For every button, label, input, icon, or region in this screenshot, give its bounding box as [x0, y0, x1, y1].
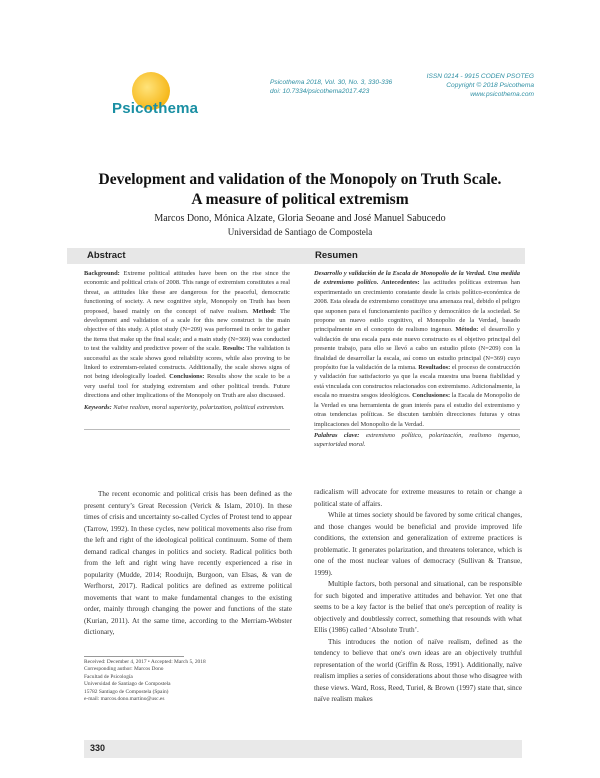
abstract-text: [84, 269, 290, 412]
footnote-divider: [84, 656, 184, 657]
text-resultados: el proceso de construcción y validación fue satisfactorio ya que la escala muestra una buena fiabilidad y está vinculada con constructos relacionados con extremismo. Adicionalmente, la escala no muestra sesgos ideológicos.: [314, 364, 520, 400]
text-conclusiones: la Escala de Monopolio de la Verdad es una herramienta de gran interés para el estudio del extremismo y otras tendencias políticas. Se discuten también direcciones futuras y otras implicaciones del Monopolio de la Verdad.: [314, 392, 520, 428]
body-paragraph: The recent economic and political crisis has been defined as the present century’s Great Recession (Verick & Islam, 2010). In these times of crisis and uncertainty so-called Cycles of Protest tend to appear (Tarrow, 1992). In these cycles, new political movements also rise from the left and right of the ideological political continuum. Some of them demand radical changes in politics and society. Radical politics both from the left and right wing have recently experienced a rise in popularity (Mudde, 2014; Rooduijn, Burgoon, van Elsas, & van de Werfhorst, 2017). Radical politics are defined as extreme political movements that want to make fundamental changes to the existing order, mainly through changing the power and functions of the state (Kurian, 2011). At the same time, according to the Merriam-Webster dictionary,: [84, 490, 292, 636]
label-method: Method:: [248, 307, 276, 315]
label-resultados: Resultados:: [416, 364, 451, 372]
footnote-address: 15782 Santiago de Compostela (Spain): [84, 688, 169, 695]
body-paragraph: This introduces the notion of naïve realism, defined as the tendency to believe that one's own ideas are an objectively truthful representation of the world (Griffin & Ross, 1991). Additionally, naïve realism implies a series of considerations about those who disagree with these views. Ward, Ross, Reed, Turiel, & Brown (1997) state that, since naïve realism makes: [314, 637, 522, 703]
label-conclusions: Conclusions:: [166, 373, 205, 381]
journal-logo: [112, 72, 202, 132]
keywords-text: Naïve realism, moral superiority, polarization, political extremism.: [111, 403, 285, 411]
resumen-divider: [314, 429, 520, 430]
palabras-clave-label: Palabras clave:: [314, 431, 360, 439]
paper-title: [60, 170, 540, 210]
title-line-1: Development and validation of the Monopoly on Truth Scale.: [98, 171, 502, 188]
logo-text: Psicothema: [112, 100, 199, 117]
text-results: The validation is successful as the scale shows good reliability scores, while also proving to be linked to extremism-related constructs. Additionally, the scale shows signs of not being ideologically loaded.: [84, 345, 290, 381]
footnote-email[interactable]: e-mail: marcos.dono.martino@usc.es: [84, 696, 165, 703]
issn-line: ISSN 0214 - 9915 CODEN PSOTEG: [426, 73, 534, 80]
text-antecedentes: las actitudes políticas extremas han experimentado un crecimiento constante desde la crisis político-económica de 2008. Esta oleada de extremismo constituye una amenaza real, debido el peligro que suponen para el funcionamiento pacífico y democrático de la sociedad. Se propone un nuevo estilo cognitivo, el Monopolio de la Verdad, basado principalmente en el concepto de realismo ingenuo.: [314, 279, 521, 334]
authors: Marcos Dono, Mónica Alzate, Gloria Seoane and José Manuel Sabucedo: [154, 213, 446, 224]
footnote-university: Universidad de Santiago de Compostela: [84, 681, 171, 688]
affiliation: Universidad de Santiago de Compostela: [227, 227, 373, 237]
footnote: [84, 659, 292, 703]
palabras-clave-text: extremismo político, polarización, realismo ingenuo, superioridad moral.: [314, 431, 521, 449]
text-conclusions: Results show the scale to be a very useful tool for studying extremism and other political trends. Future directions and other implications of the Monopoly on Truth are also discussed.: [84, 373, 290, 400]
palabras-clave: [314, 431, 520, 450]
body-paragraph: radicalism will advocate for extreme measures to retain or change a political state of affairs.: [314, 488, 522, 508]
text-method: The development and validation of a scale for this new construct is the main objective of this study. A pilot study (N=209) was performed in order to gather the items that make up the final scale; and a main study (N=369) was conducted to test the validity and predictive power of the scale.: [84, 307, 290, 353]
abstract-heading: Abstract: [67, 248, 297, 264]
keywords: [84, 403, 290, 412]
footnote-author: Corresponding author: Marcos Dono: [84, 666, 164, 673]
page-number: 330: [90, 743, 106, 753]
resumen-title: Desarrollo y validación de la Escala de Monopolio de la Verdad. Una medida de extremismo político.: [314, 270, 520, 287]
body-column-right: [314, 487, 522, 706]
abstract-divider: [84, 429, 290, 430]
body-paragraph: Multiple factors, both personal and situational, can be responsible for such bigoted and imperative attitudes and behavior. Yet one that seems to be a key factor is the belief that one's perception of reality is objectively and doubtlessly correct, something that resounds with what Ellis (1986) called ‘Absolute Truth’.: [314, 580, 522, 634]
citation-line: Psicothema 2018, Vol. 30, No. 3, 330-336: [270, 79, 393, 86]
label-conclusiones: Conclusiones:: [410, 392, 451, 400]
footnote-dates: Received: December 4, 2017 • Accepted: March 5, 2018: [84, 659, 206, 665]
label-antecedentes: Antecedentes:: [378, 279, 420, 287]
label-background: Background:: [84, 270, 120, 277]
text-background: Extreme political attitudes have been on the rise since the economic and political crisis of 2008. This range of extremism constitutes a real threat, as attitudes like these are dangerous for the peaceful, democratic functioning of society. A new cognitive style, Monopoly on Truth has been proposed, based mainly on the concept of naïve realism.: [84, 270, 290, 315]
text-metodo: el desarrollo y validación de una escala para este nuevo constructo es el objetivo principal del presente trabajo, para ello se llevó a cabo un estudio piloto (N=209) con la finalidad de desarrollar la escala, así como un estudio principal (N=369) cuyo propósito fue la validación de la misma.: [314, 326, 521, 372]
body-column-left: [84, 489, 292, 639]
copyright-line: Copyright © 2018 Psicothema: [446, 82, 534, 89]
label-metodo: Método:: [452, 326, 479, 334]
citation-block: [270, 78, 430, 96]
footnote-faculty: Facultad de Psicología: [84, 673, 133, 680]
resumen-heading: Resumen: [295, 248, 525, 264]
body-paragraph: While at times society should be favored by some critical changes, and those changes would be beneficial and provide improved life conditions, the extension and generalization of extreme practices is problematic. It generates polarization, and threatens tolerance, which is one of the most nuclear values of democracy (Sullivan & Transue, 1999).: [314, 511, 522, 577]
doi-line: doi: 10.7334/psicothema2017.423: [270, 88, 370, 95]
keywords-label: Keywords:: [84, 403, 112, 411]
title-line-2: A measure of political extremism: [191, 191, 409, 208]
website-link[interactable]: www.psicothema.com: [470, 91, 534, 98]
page-footer-bar: [84, 740, 522, 758]
resumen-text: [314, 269, 520, 450]
label-results: Results:: [220, 345, 245, 353]
issn-block: [424, 72, 534, 99]
